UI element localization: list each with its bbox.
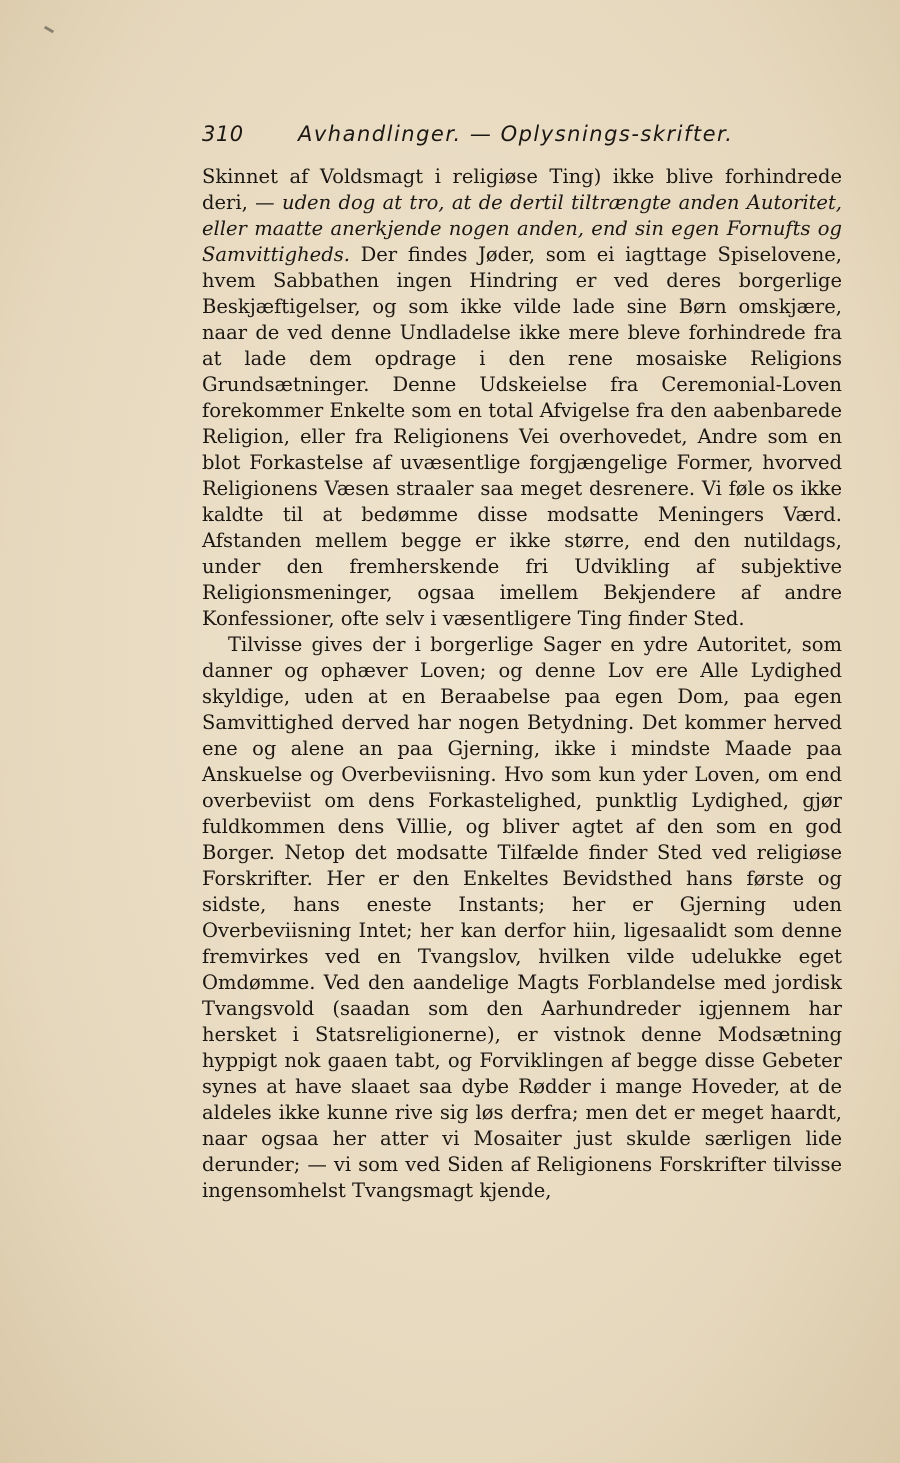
page-mark bbox=[44, 26, 54, 34]
paragraph-1-italic: uden dog at tro, at de dertil tiltrængte anden Autoritet, eller maatte anerkjende nogen anden, end sin egen Fornufts og Samvittigheds. bbox=[202, 191, 842, 266]
book-page bbox=[202, 122, 842, 1204]
page-number: 310 bbox=[202, 122, 244, 146]
paragraph-1-start: Skinnet af Voldsmagt i religiøse Ting) ikke blive forhindrede deri, — bbox=[202, 165, 842, 214]
body-text bbox=[202, 164, 842, 1204]
paragraph-2: Tilvisse gives der i borgerlige Sager en ydre Autoritet, som danner og ophæver Loven; og denne Lov ere Alle Lydighed skyldige, uden at en Beraabelse paa egen Dom, paa egen Samvittighed derved har nogen Betydning. Det kommer herved ene og alene an paa Gjerning, ikke i mindste Maade paa Anskuelse og Overbeviisning. Hvo som kun yder Loven, om end overbeviist om dens Forkastelighed, punktlig Lydighed, gjør fuldkommen dens Villie, og bliver agtet af den som en god Borger. Netop det modsatte Tilfælde finder Sted ved religiøse Forskrifter. Her er den Enkeltes Bevidsthed hans første og sidste, hans eneste Instants; her er Gjerning uden Overbeviisning Intet; her kan derfor hiin, ligesaalidt som denne fremvirkes ved en Tvangslov, hvilken vilde udelukke eget Omdømme. Ved den aandelige Magts Forblandelse med jordisk Tvangsvold (saadan som den Aarhundreder igjennem har hersket i Statsreligionerne), er vistnok denne Modsætning hyppigt nok gaaen tabt, og Forviklingen af begge disse Gebeter synes at have slaaet saa dybe Rødder i mange Hoveder, at de aldeles ikke kunne rive sig løs derfra; men det er meget haardt, naar ogsaa her atter vi Mosaiter just skulde særligen lide derunder; — vi som ved Siden af Religionens Forskrifter tilvisse ingensomhelst Tvangsmagt kjende, bbox=[202, 633, 842, 1202]
paragraph-1 bbox=[202, 164, 842, 632]
running-head bbox=[202, 122, 842, 164]
paragraph-1-end: Der findes Jøder, som ei iagttage Spiselovene, hvem Sabbathen ingen Hindring er ved deres borgerlige Beskjæftigelser, og som ikke vilde lade sine Børn omskjære, naar de ved denne Undladelse ikke mere bleve forhindrede fra at lade dem opdrage i den rene mosaiske Religions Grundsætninger. Denne Udskeielse fra Ceremonial-Loven forekommer Enkelte som en total Afvigelse fra den aabenbarede Religion, eller fra Religionens Vei overhovedet, Andre som en blot Forkastelse af uvæsentlige forgjængelige Former, hvorved Religionens Væsen straaler saa meget desrenere. Vi føle os ikke kaldte til at bedømme disse modsatte Meningers Værd. Afstanden mellem begge er ikke større, end den nutildags, under den fremherskende fri Udvikling af subjektive Religionsmeninger, ogsaa imellem Bekjendere af andre Konfessioner, ofte selv i væsentligere Ting finder Sted. bbox=[202, 243, 842, 630]
running-title: Avhandlinger. — Oplysnings-skrifter. bbox=[298, 122, 734, 146]
